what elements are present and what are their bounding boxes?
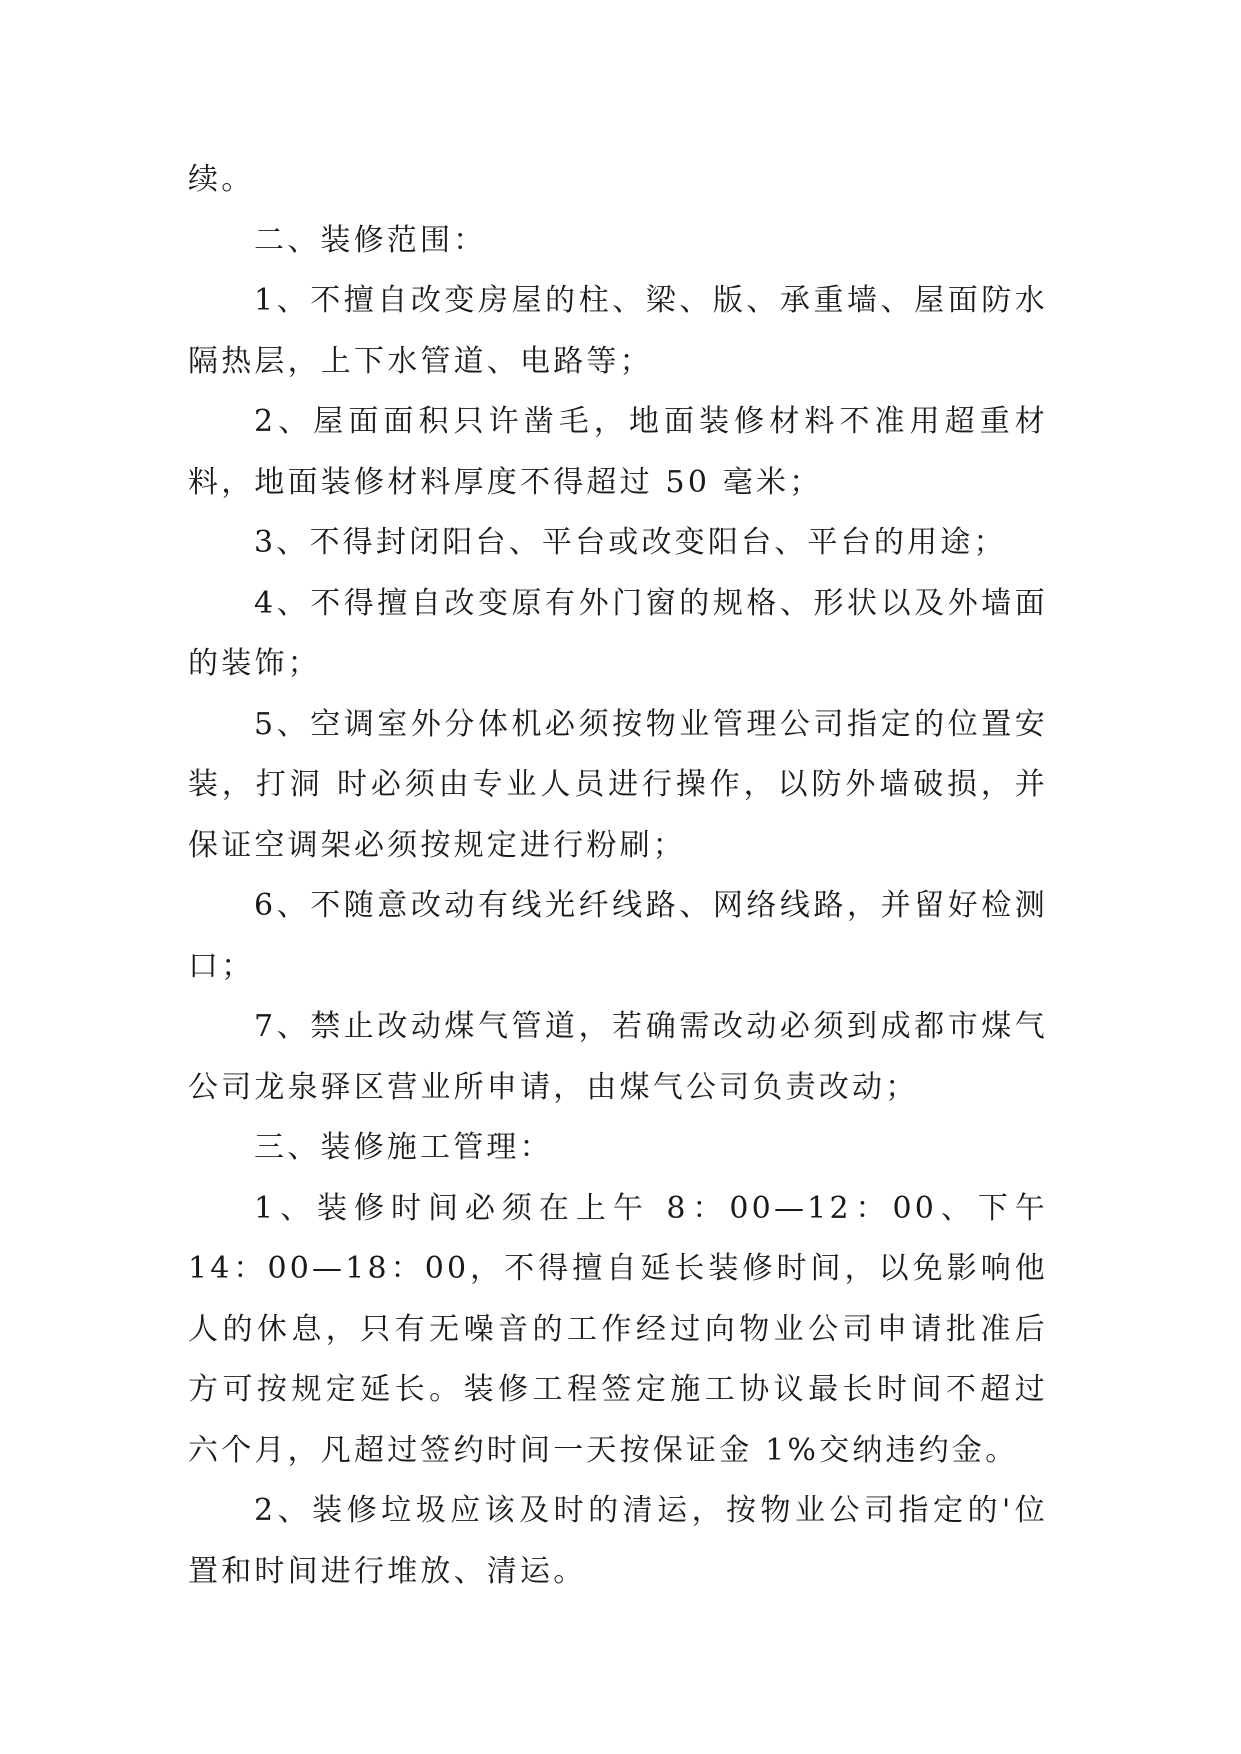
paragraph-scope-5: 5、空调室外分体机必须按物业管理公司指定的位置安装，打洞 时必须由专业人员进行操作，以防外墙破损，并保证空调架必须按规定进行粉刷； (188, 706, 1048, 863)
paragraph-scope-7: 7、禁止改动煤气管道，若确需改动必须到成都市煤气公司龙泉驿区营业所申请，由煤气公司负责改动； (188, 1009, 1048, 1105)
paragraph-scope-1: 1、不擅自改变房屋的柱、梁、版、承重墙、屋面防水隔热层，上下水管道、电路等； (188, 283, 1048, 379)
paragraph-construction-1: 1、装修时间必须在上午 8：00—12：00、下午 14：00—18：00，不得擅自延长装修时间，以免影响他人的休息，只有无噪音的工作经过向物业公司申请批准后方可按规定延长。装修工程签定施工协议最长时间不超过六个月，凡超过签约时间一天按保证金 1%交纳违约金。 (188, 1190, 1048, 1468)
paragraph-scope-4: 4、不得擅自改变原有外门窗的规格、形状以及外墙面的装饰； (188, 585, 1048, 681)
section-heading-construction: 三、装修施工管理： (254, 1130, 553, 1165)
paragraph-continuation: 续。 (188, 162, 255, 197)
paragraph-scope-6: 6、不随意改动有线光纤线路、网络线路，并留好检测口； (188, 888, 1048, 984)
section-heading-scope: 二、装修范围： (254, 222, 487, 258)
paragraph-scope-3: 3、不得封闭阳台、平台或改变阳台、平台的用途； (254, 525, 1007, 560)
paragraph-construction-2: 2、装修垃圾应该及时的清运，按物业公司指定的'位置和时间进行堆放、清运。 (188, 1493, 1048, 1589)
document-body (188, 150, 1048, 1602)
paragraph-scope-2: 2、屋面面积只许凿毛，地面装修材料不准用超重材料，地面装修材料厚度不得超过 50 毫米； (188, 404, 1048, 500)
